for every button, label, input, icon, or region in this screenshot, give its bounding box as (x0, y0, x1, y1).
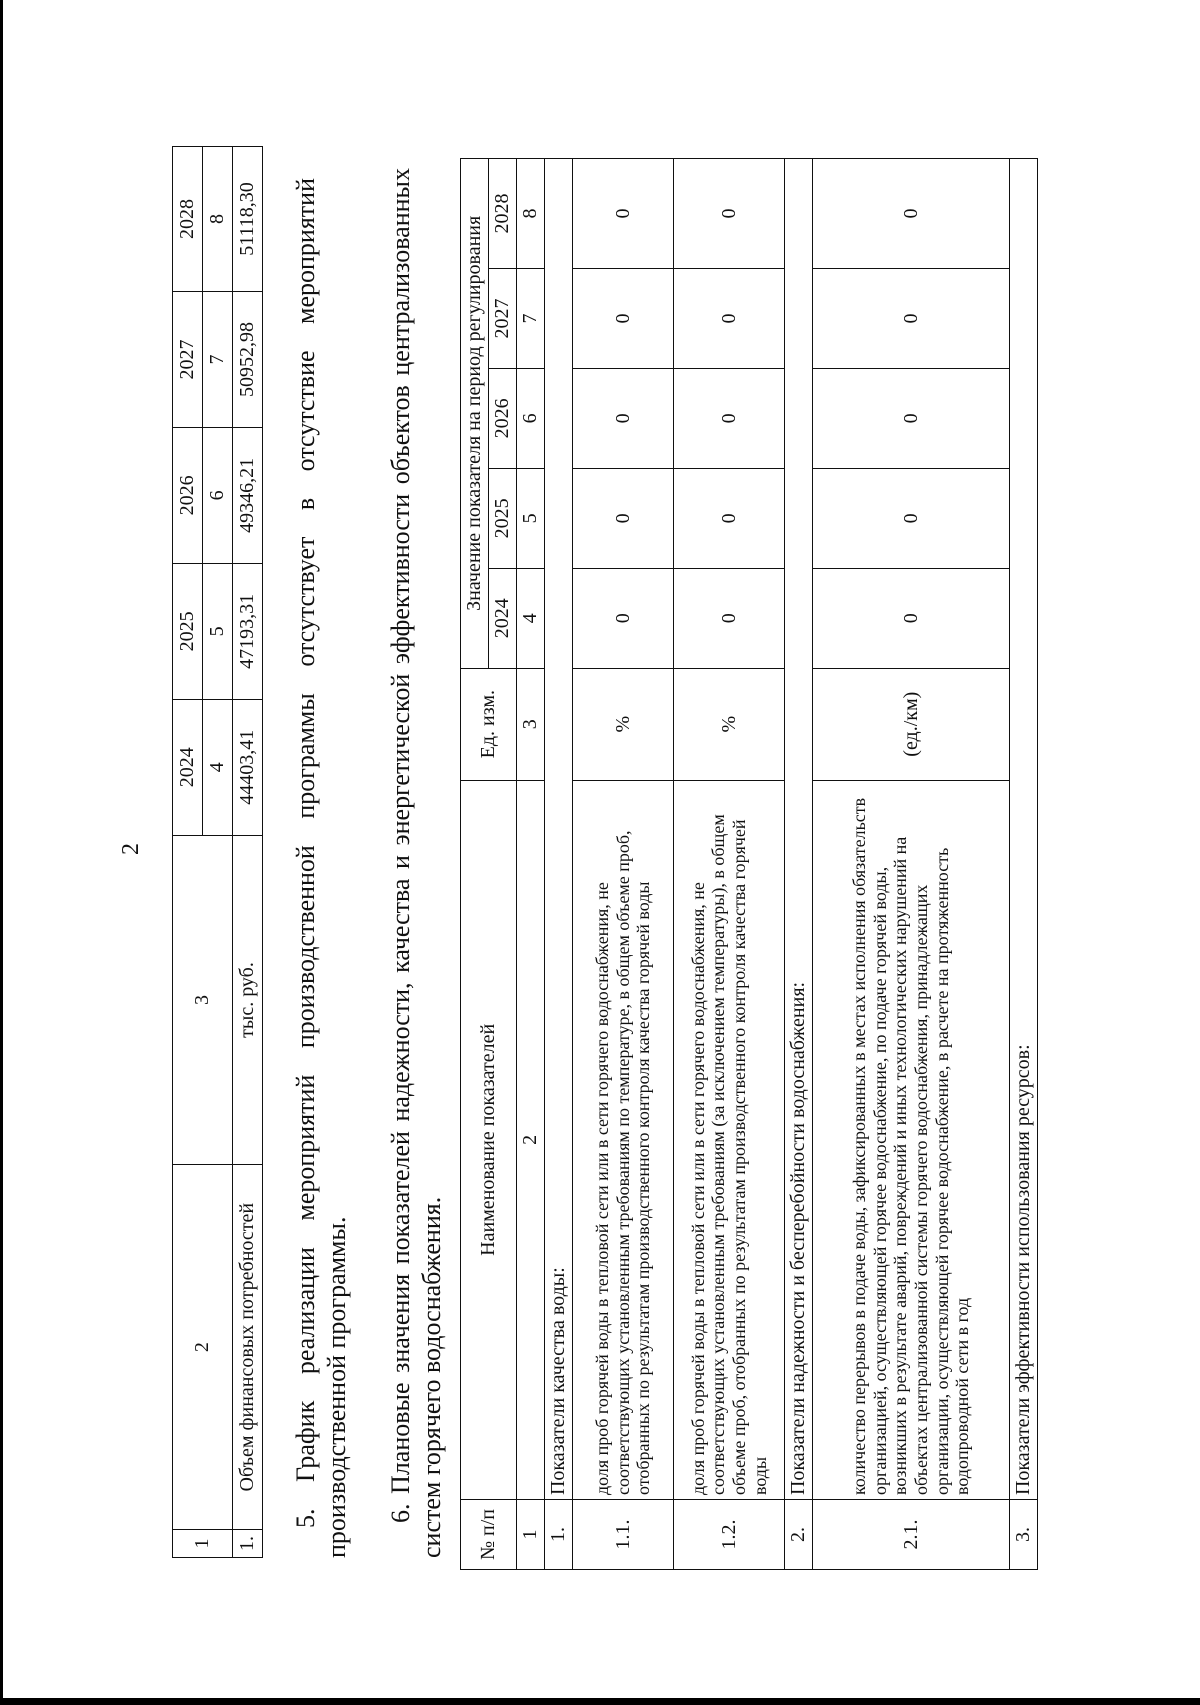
ind-value: 0 (813, 468, 1010, 568)
fin-row-name: Объем финансовых потребностей (233, 1165, 263, 1530)
fin-head-year: 2026 (173, 427, 203, 563)
ind-head-year: 2027 (489, 268, 517, 368)
page-number: 2 (118, 843, 144, 855)
indicators-table (460, 158, 1038, 1570)
ind-head-year: 2026 (489, 368, 517, 468)
ind-section-row (785, 159, 813, 1570)
ind-colnum: 8 (517, 159, 545, 269)
fin-colnum: 5 (203, 563, 233, 699)
section-6-paragraph: 6. Плановые значения показателей надежности, качества и энергетической эффективности объектов централизованных систем горячего водоснабжения. (386, 168, 447, 1558)
fin-value: 49346,21 (233, 427, 263, 563)
ind-value: 0 (573, 159, 674, 269)
fin-head-year: 2028 (173, 147, 203, 292)
fin-colnum: 4 (203, 699, 233, 835)
fin-head-year: 2025 (173, 563, 203, 699)
fin-head-name: 2 (173, 1165, 233, 1530)
ind-value: 0 (573, 468, 674, 568)
ind-head-unit: Ед. изм. (461, 668, 517, 780)
financing-table (172, 146, 263, 1558)
ind-row-unit: % (674, 668, 785, 780)
ind-row-name: доля проб горячей воды в тепловой сети или в сети горячего водоснабжения, не соответствующих установленным требованиям по температуре, в общем объеме проб, отобранных по результатам производственного контроля качества горячей воды (573, 780, 674, 1499)
ind-section-row (1010, 159, 1038, 1570)
ind-row-unit: (ед./км) (813, 668, 1010, 780)
ind-section-title: Показатели надежности и бесперебойности водоснабжения: (785, 159, 813, 1500)
fin-value: 51118,30 (233, 147, 263, 292)
ind-head-name: Наименование показателей (461, 780, 517, 1499)
ind-value: 0 (813, 159, 1010, 269)
ind-row-num: 1.2. (674, 1500, 785, 1570)
ind-colnum: 7 (517, 268, 545, 368)
ind-value: 0 (674, 568, 785, 668)
fin-value: 50952,98 (233, 292, 263, 428)
ind-value: 0 (674, 159, 785, 269)
ind-data-row (813, 159, 1010, 1570)
fin-row-num: 1. (233, 1530, 263, 1558)
ind-value: 0 (573, 368, 674, 468)
fin-value: 44403,41 (233, 699, 263, 835)
ind-value: 0 (674, 268, 785, 368)
section-5-paragraph: 5. График реализации мероприятий производственной программы отсутствует в отсутствие мероприятий производственной программы. (291, 178, 352, 1558)
ind-value: 0 (813, 568, 1010, 668)
fin-head-year: 2027 (173, 292, 203, 428)
financing-data-row (233, 147, 263, 1558)
fin-row-unit: тыс. руб. (233, 835, 263, 1165)
ind-head-year: 2028 (489, 159, 517, 269)
ind-value: 0 (573, 568, 674, 668)
ind-head-year: 2025 (489, 468, 517, 568)
scan-edge-mark (0, 1698, 1200, 1705)
ind-head-period: Значение показателя на период регулирования (461, 159, 489, 669)
fin-head-num: 1 (173, 1530, 233, 1558)
ind-value: 0 (674, 368, 785, 468)
fin-colnum: 8 (203, 147, 233, 292)
ind-value: 0 (674, 468, 785, 568)
ind-colnum: 1 (517, 1500, 545, 1570)
ind-row-unit: % (573, 668, 674, 780)
ind-row-num: 1.1. (573, 1500, 674, 1570)
ind-colnum: 6 (517, 368, 545, 468)
ind-value: 0 (573, 268, 674, 368)
ind-row-num: 2.1. (813, 1500, 1010, 1570)
ind-colnum: 3 (517, 668, 545, 780)
fin-colnum: 6 (203, 427, 233, 563)
ind-head-num: № п/п (461, 1500, 517, 1570)
ind-data-row (573, 159, 674, 1570)
ind-section-num: 3. (1010, 1500, 1038, 1570)
ind-row-name: количество перерывов в подаче воды, зафиксированных в местах исполнения обязательств организацией, осуществляющей горячее водоснабжение, по подаче горячей воды, возникших в результате аварий, повреждений и иных технологических нарушений на объектах централизованной системы горячего водоснабжения, принадлежащих организации, осуществляющей горячее водоснабжение, в расчете на протяженность водопроводной сети в год (813, 780, 1010, 1499)
fin-colnum: 7 (203, 292, 233, 428)
ind-colnum: 5 (517, 468, 545, 568)
ind-value: 0 (813, 368, 1010, 468)
ind-section-num: 1. (545, 1500, 573, 1570)
financing-header-row (173, 147, 203, 1558)
ind-head-year: 2024 (489, 568, 517, 668)
scan-edge-mark (0, 0, 3, 1705)
fin-value: 47193,31 (233, 563, 263, 699)
ind-row-name: доля проб горячей воды в тепловой сети или в сети горячего водоснабжения, не соответствующих установленным требованиям (за исключением температуры), в общем объеме проб, отобранных по результатам производственного контроля качества горячей воды (674, 780, 785, 1499)
ind-section-title: Показатели качества воды: (545, 159, 573, 1500)
ind-colnum-row (517, 159, 545, 1570)
ind-section-row (545, 159, 573, 1570)
ind-colnum: 4 (517, 568, 545, 668)
ind-header-row-1 (461, 159, 489, 1570)
ind-section-title: Показатели эффективности использования ресурсов: (1010, 159, 1038, 1500)
ind-value: 0 (813, 268, 1010, 368)
ind-colnum: 2 (517, 780, 545, 1499)
ind-section-num: 2. (785, 1500, 813, 1570)
ind-data-row (674, 159, 785, 1570)
fin-head-unit: 3 (173, 835, 233, 1165)
fin-head-year: 2024 (173, 699, 203, 835)
